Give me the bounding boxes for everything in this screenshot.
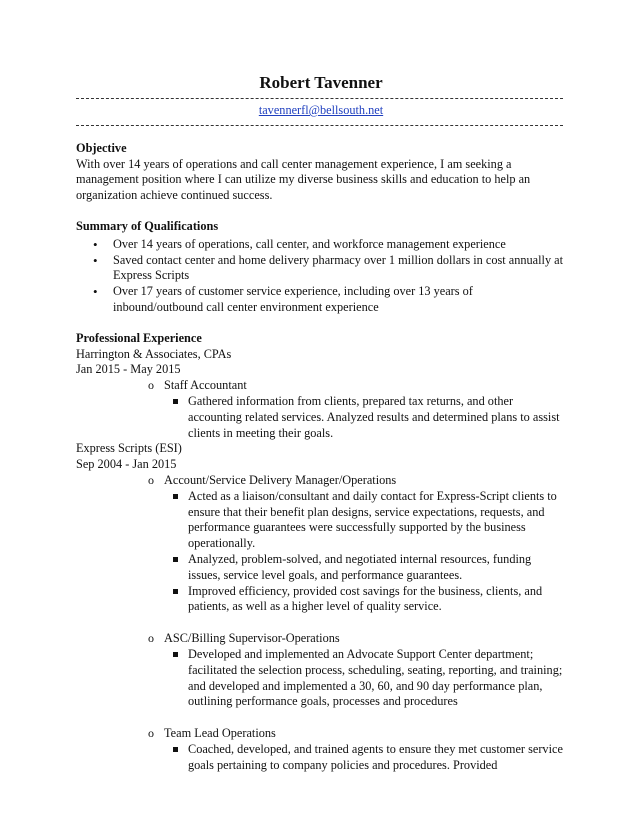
role-bullets: [76, 647, 566, 710]
summary-heading: Summary of Qualifications: [76, 218, 219, 233]
role-bullet: Analyzed, problem-solved, and negotiated internal resources, funding issues, service level goals, and performance guarantees.: [76, 552, 566, 584]
employer-block: [76, 347, 566, 442]
role-bullets: [76, 742, 566, 774]
role-bullet: Developed and implemented an Advocate Support Center department; facilitated the selection process, scheduling, seating, reporting, and training; and developed and implemented a 30, 60, and 90 day performance plan, outlining performance goals, processes and procedures: [76, 647, 566, 710]
role-bullet: Improved efficiency, provided cost savings for the business, clients, and patients, as well as a higher level of quality service.: [76, 584, 566, 616]
email-link[interactable]: tavennerfl@bellsouth.net: [258, 103, 384, 117]
employer-company: Harrington & Associates, CPAs: [76, 346, 232, 361]
divider-bottom: [76, 125, 563, 126]
spacer: [76, 615, 566, 631]
summary-item: • Over 14 years of operations, call center, and workforce management experience: [76, 237, 566, 253]
divider-top: [76, 98, 563, 99]
summary-list: [76, 237, 566, 316]
employer-dates: Sep 2004 - Jan 2015: [76, 457, 177, 472]
employer-company: Express Scripts (ESI): [76, 441, 182, 456]
email-line: [76, 103, 566, 119]
experience-heading: Professional Experience: [76, 330, 202, 345]
spacer: [76, 710, 566, 726]
employer-dates: Jan 2015 - May 2015: [76, 362, 181, 377]
objective-text: With over 14 years of operations and call center management experience, I am seeking a management position where I can utilize my diverse business skills and education to help an organization achieve continued success.: [76, 156, 531, 203]
role-title: o Team Lead Operations: [76, 726, 566, 742]
role-bullet: Coached, developed, and trained agents to ensure they met customer service goals pertaining to company policies and procedures. Provided: [76, 742, 566, 774]
role-bullets: [76, 394, 566, 441]
resume-name: Robert Tavenner: [259, 73, 383, 92]
role-title: o Account/Service Delivery Manager/Operations: [76, 473, 566, 489]
objective-heading: Objective: [76, 140, 127, 155]
resume-page: [76, 72, 566, 773]
summary-item: • Over 17 years of customer service experience, including over 13 years of inbound/outbound call center environment experience: [76, 284, 566, 316]
role-bullet: Acted as a liaison/consultant and daily contact for Express-Script clients to ensure that their benefit plan designs, service expectations, requests, and performance guarantees were successfully supported by the business operationally.: [76, 489, 566, 552]
role-bullets: [76, 489, 566, 615]
summary-item: • Saved contact center and home delivery pharmacy over 1 million dollars in cost annually at Express Scripts: [76, 253, 566, 285]
role-bullet: Gathered information from clients, prepared tax returns, and other accounting related services. Analyzed results and determined plans to assist clients in meeting their goals.: [76, 394, 566, 441]
role-title: o ASC/Billing Supervisor-Operations: [76, 631, 566, 647]
role-title: o Staff Accountant: [76, 378, 566, 394]
employer-block: [76, 441, 566, 773]
